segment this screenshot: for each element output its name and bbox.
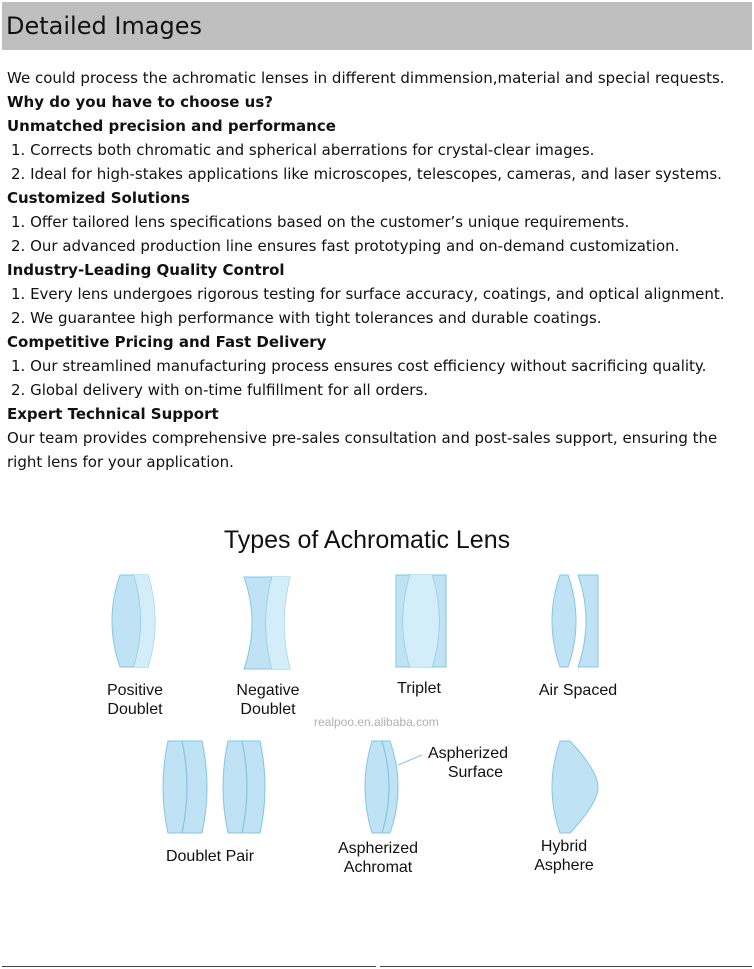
aspherized-achromat-icon — [365, 741, 422, 833]
air-spaced-icon — [552, 575, 598, 667]
triplet-icon — [396, 575, 446, 667]
section-heading: Unmatched precision and performance — [7, 117, 336, 135]
description — [7, 66, 747, 474]
watermark: realpoo.en.alibaba.com — [314, 715, 439, 729]
positive-doublet-label: Positive Doublet — [106, 682, 164, 718]
section-heading: Industry-Leading Quality Control — [7, 261, 285, 279]
negative-doublet-label: Negative Doublet — [236, 682, 300, 718]
list-item: 1. Our streamlined manufacturing process ensures cost efficiency without sacrificing quality. — [11, 357, 707, 375]
doublet-pair-icon — [163, 741, 265, 833]
figure-title: Types of Achromatic Lens — [223, 526, 511, 554]
doublet-pair-label: Doublet Pair — [165, 848, 255, 865]
intro-text: We could process the achromatic lenses in different dimmension,material and special requests. — [7, 69, 725, 87]
triplet-label: Triplet — [397, 680, 441, 697]
list-item: 1. Corrects both chromatic and spherical aberrations for crystal-clear images. — [11, 141, 595, 159]
header-bar — [2, 2, 752, 50]
list-item: 2. Ideal for high-stakes applications like microscopes, telescopes, cameras, and laser systems. — [11, 165, 722, 183]
positive-doublet-icon — [112, 575, 155, 667]
list-item: 2. Our advanced production line ensures fast prototyping and on-demand customization. — [11, 237, 680, 255]
aspherized-surface-label: Aspherized Surface — [427, 745, 508, 781]
lens-types-figure — [78, 515, 678, 885]
section-heading: Customized Solutions — [7, 189, 190, 207]
section-heading: Competitive Pricing and Fast Delivery — [7, 333, 327, 351]
list-item: 2. Global delivery with on-time fulfillment for all orders. — [11, 381, 429, 399]
hybrid-asphere-label: Hybrid Asphere — [534, 838, 594, 874]
aspherized-achromat-label: Aspherized Achromat — [337, 840, 419, 876]
negative-doublet-icon — [244, 577, 290, 669]
page-title: Detailed Images — [6, 12, 202, 40]
support-text: Our team provides comprehensive pre-sales consultation and post-sales support, ensuring the right lens for your application. — [7, 429, 718, 471]
footer-divider — [2, 966, 376, 967]
footer-divider — [380, 966, 752, 967]
support-heading: Expert Technical Support — [7, 405, 219, 423]
list-item: 2. We guarantee high performance with tight tolerances and durable coatings. — [11, 309, 602, 327]
list-item: 1. Offer tailored lens specifications based on the customer’s unique requirements. — [11, 213, 630, 231]
air-spaced-label: Air Spaced — [538, 682, 618, 699]
list-item: 1. Every lens undergoes rigorous testing for surface accuracy, coatings, and optical alignment. — [11, 285, 725, 303]
why-heading: Why do you have to choose us? — [7, 93, 273, 111]
hybrid-asphere-icon — [552, 741, 598, 833]
